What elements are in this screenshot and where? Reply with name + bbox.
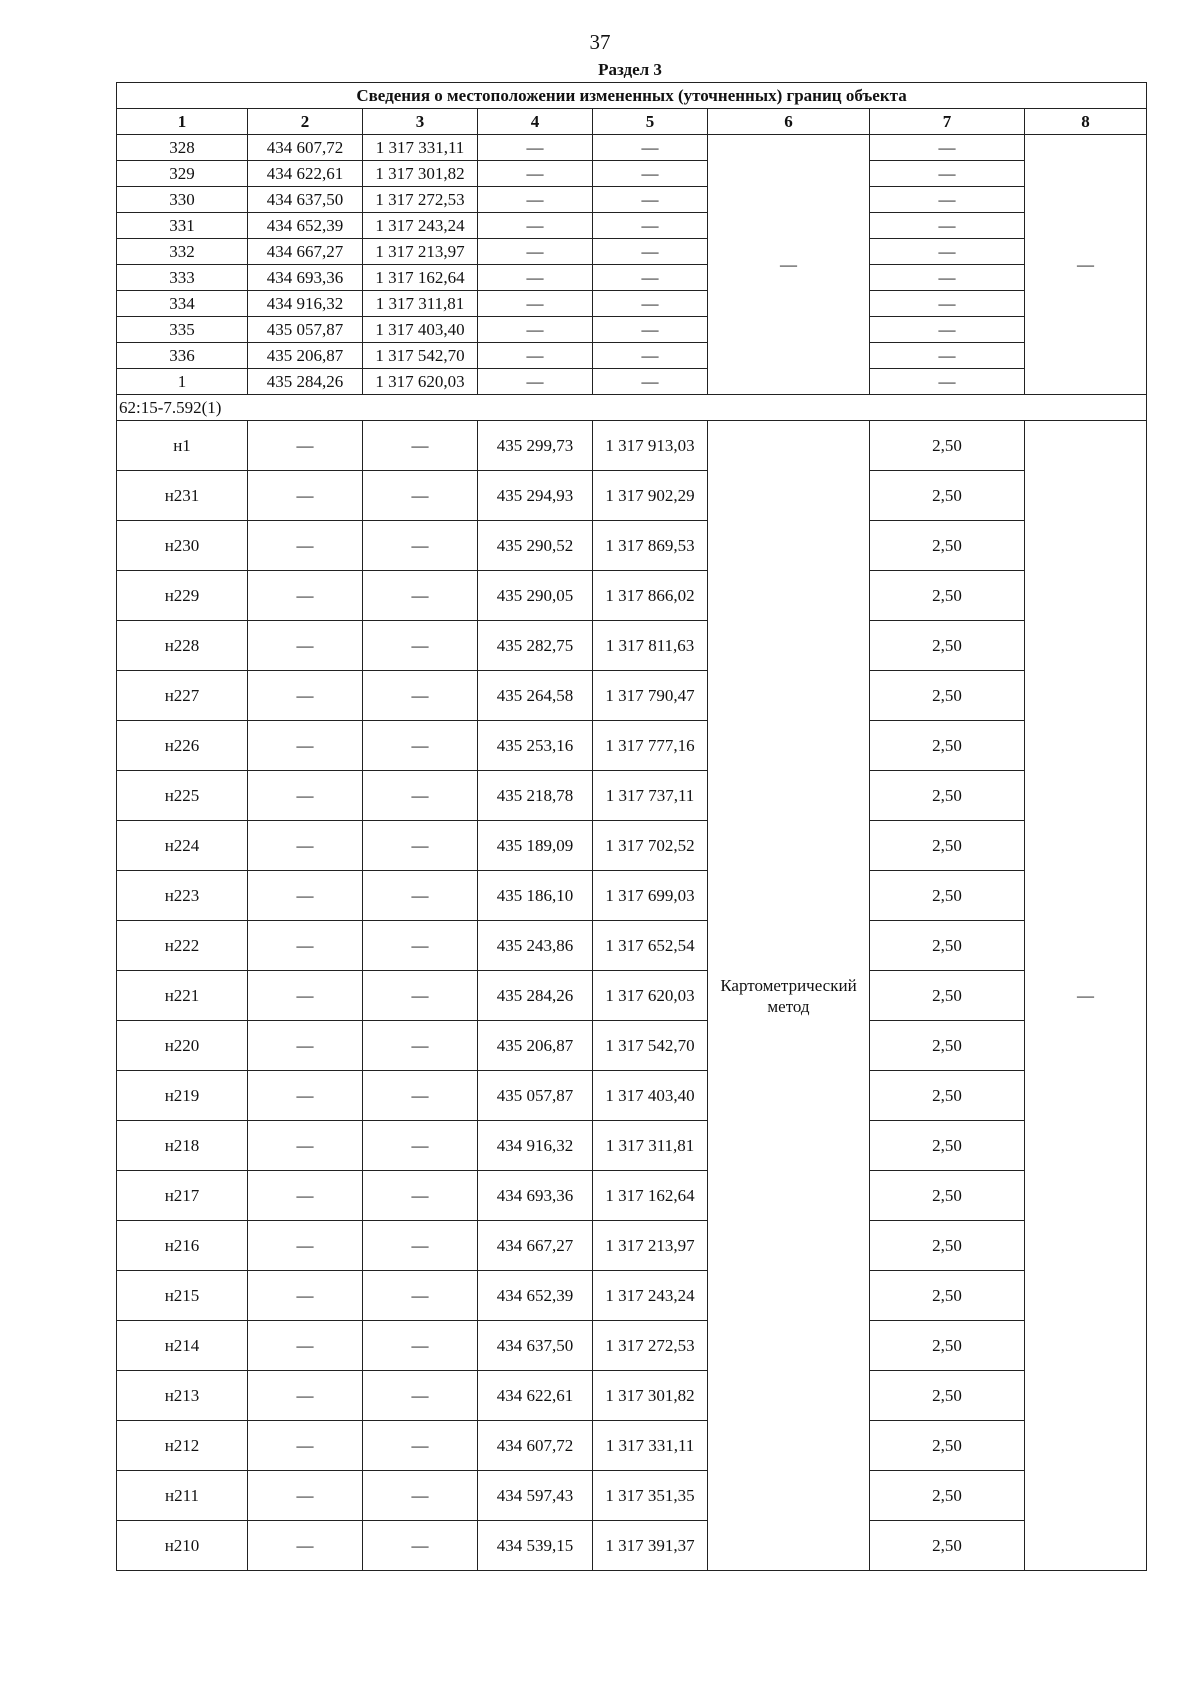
coord-x-cell: — <box>248 471 363 521</box>
table-row <box>117 821 1147 871</box>
column-number: 3 <box>363 109 478 135</box>
coord-x-cell: — <box>248 621 363 671</box>
coord-y-cell: 1 317 162,64 <box>363 265 478 291</box>
coord-y-cell: — <box>363 921 478 971</box>
new-y-cell: — <box>593 213 708 239</box>
table-row <box>117 265 1147 291</box>
column-number: 7 <box>870 109 1025 135</box>
new-x-cell: — <box>478 291 593 317</box>
accuracy-cell: 2,50 <box>870 1371 1025 1421</box>
new-y-cell: 1 317 243,24 <box>593 1271 708 1321</box>
accuracy-cell: 2,50 <box>870 671 1025 721</box>
new-y-cell: 1 317 331,11 <box>593 1421 708 1471</box>
accuracy-cell: 2,50 <box>870 1071 1025 1121</box>
accuracy-cell: 2,50 <box>870 1021 1025 1071</box>
coord-x-cell: — <box>248 421 363 471</box>
new-x-cell: 434 597,43 <box>478 1471 593 1521</box>
new-x-cell: 434 637,50 <box>478 1321 593 1371</box>
column-number: 1 <box>117 109 248 135</box>
accuracy-cell: 2,50 <box>870 1221 1025 1271</box>
point-id-cell: н220 <box>117 1021 248 1071</box>
accuracy-cell: 2,50 <box>870 521 1025 571</box>
new-y-cell: 1 317 542,70 <box>593 1021 708 1071</box>
table-row <box>117 421 1147 471</box>
table-row <box>117 621 1147 671</box>
coord-y-cell: 1 317 272,53 <box>363 187 478 213</box>
new-x-cell: 435 290,05 <box>478 571 593 621</box>
new-x-cell: — <box>478 369 593 395</box>
point-id-cell: 336 <box>117 343 248 369</box>
point-id-cell: 335 <box>117 317 248 343</box>
accuracy-cell: 2,50 <box>870 1321 1025 1371</box>
point-id-cell: 332 <box>117 239 248 265</box>
table-row <box>117 521 1147 571</box>
new-x-cell: 435 284,26 <box>478 971 593 1021</box>
table-row <box>117 1021 1147 1071</box>
new-x-cell: 434 667,27 <box>478 1221 593 1271</box>
new-x-cell: — <box>478 135 593 161</box>
new-y-cell: 1 317 620,03 <box>593 971 708 1021</box>
column-number-row <box>117 109 1147 135</box>
accuracy-cell: 2,50 <box>870 771 1025 821</box>
table-row <box>117 1471 1147 1521</box>
new-y-cell: 1 317 652,54 <box>593 921 708 971</box>
point-id-cell: 333 <box>117 265 248 291</box>
coord-y-cell: — <box>363 1021 478 1071</box>
new-y-cell: 1 317 391,37 <box>593 1521 708 1571</box>
point-id-cell: н210 <box>117 1521 248 1571</box>
coord-x-cell: — <box>248 1121 363 1171</box>
point-id-cell: н217 <box>117 1171 248 1221</box>
accuracy-cell: — <box>870 213 1025 239</box>
new-x-cell: 435 189,09 <box>478 821 593 871</box>
coord-x-cell: — <box>248 571 363 621</box>
point-id-cell: н216 <box>117 1221 248 1271</box>
coord-y-cell: — <box>363 471 478 521</box>
new-y-cell: — <box>593 135 708 161</box>
point-id-cell: 328 <box>117 135 248 161</box>
column-number: 4 <box>478 109 593 135</box>
point-id-cell: н223 <box>117 871 248 921</box>
coord-y-cell: — <box>363 621 478 671</box>
coord-y-cell: — <box>363 1471 478 1521</box>
table-row <box>117 771 1147 821</box>
new-y-cell: 1 317 351,35 <box>593 1471 708 1521</box>
table-row <box>117 343 1147 369</box>
point-id-cell: н218 <box>117 1121 248 1171</box>
table-row <box>117 971 1147 1021</box>
new-x-cell: 435 294,93 <box>478 471 593 521</box>
accuracy-cell: 2,50 <box>870 921 1025 971</box>
point-id-cell: н219 <box>117 1071 248 1121</box>
coord-x-cell: 434 667,27 <box>248 239 363 265</box>
coord-y-cell: — <box>363 1121 478 1171</box>
new-y-cell: — <box>593 343 708 369</box>
accuracy-cell: 2,50 <box>870 871 1025 921</box>
accuracy-cell: — <box>870 239 1025 265</box>
new-x-cell: 434 693,36 <box>478 1171 593 1221</box>
coord-x-cell: — <box>248 1071 363 1121</box>
table-row <box>117 239 1147 265</box>
coord-x-cell: — <box>248 1321 363 1371</box>
accuracy-cell: 2,50 <box>870 621 1025 671</box>
new-y-cell: 1 317 403,40 <box>593 1071 708 1121</box>
coord-x-cell: — <box>248 671 363 721</box>
point-id-cell: 1 <box>117 369 248 395</box>
description-cell: — <box>1025 421 1147 1571</box>
coord-x-cell: — <box>248 1221 363 1271</box>
coord-x-cell: — <box>248 1271 363 1321</box>
new-y-cell: 1 317 301,82 <box>593 1371 708 1421</box>
table-row <box>117 213 1147 239</box>
accuracy-cell: — <box>870 135 1025 161</box>
table-row <box>117 471 1147 521</box>
point-id-cell: н212 <box>117 1421 248 1471</box>
coord-y-cell: — <box>363 1421 478 1471</box>
table-row <box>117 317 1147 343</box>
new-x-cell: 434 652,39 <box>478 1271 593 1321</box>
accuracy-cell: 2,50 <box>870 1171 1025 1221</box>
new-y-cell: 1 317 702,52 <box>593 821 708 871</box>
table-row <box>117 721 1147 771</box>
coord-x-cell: 434 693,36 <box>248 265 363 291</box>
coord-y-cell: — <box>363 1071 478 1121</box>
table-row <box>117 161 1147 187</box>
accuracy-cell: 2,50 <box>870 1271 1025 1321</box>
coord-y-cell: — <box>363 721 478 771</box>
table-row <box>117 871 1147 921</box>
table-row <box>117 291 1147 317</box>
new-y-cell: — <box>593 161 708 187</box>
point-id-cell: н226 <box>117 721 248 771</box>
new-x-cell: 435 206,87 <box>478 1021 593 1071</box>
boundary-table <box>116 82 1147 1571</box>
coord-y-cell: 1 317 542,70 <box>363 343 478 369</box>
point-id-cell: н224 <box>117 821 248 871</box>
point-id-cell: н230 <box>117 521 248 571</box>
description-cell: — <box>1025 135 1147 395</box>
new-y-cell: — <box>593 317 708 343</box>
table-row <box>117 1321 1147 1371</box>
accuracy-cell: 2,50 <box>870 1521 1025 1571</box>
table-row <box>117 671 1147 721</box>
new-y-cell: 1 317 811,63 <box>593 621 708 671</box>
coord-y-cell: — <box>363 1521 478 1571</box>
table-row <box>117 1521 1147 1571</box>
coord-y-cell: 1 317 311,81 <box>363 291 478 317</box>
new-y-cell: 1 317 790,47 <box>593 671 708 721</box>
coord-y-cell: 1 317 213,97 <box>363 239 478 265</box>
coord-y-cell: — <box>363 971 478 1021</box>
coord-y-cell: 1 317 331,11 <box>363 135 478 161</box>
coord-y-cell: — <box>363 771 478 821</box>
accuracy-cell: — <box>870 265 1025 291</box>
coord-x-cell: — <box>248 971 363 1021</box>
table-row <box>117 135 1147 161</box>
coord-x-cell: — <box>248 521 363 571</box>
new-x-cell: — <box>478 343 593 369</box>
point-id-cell: н214 <box>117 1321 248 1371</box>
coord-y-cell: — <box>363 571 478 621</box>
coord-x-cell: — <box>248 1021 363 1071</box>
point-id-cell: н1 <box>117 421 248 471</box>
table-row <box>117 187 1147 213</box>
table-caption: Сведения о местоположении измененных (уточненных) границ объекта <box>117 83 1147 109</box>
new-y-cell: 1 317 737,11 <box>593 771 708 821</box>
point-id-cell: н213 <box>117 1371 248 1421</box>
coord-x-cell: — <box>248 1471 363 1521</box>
accuracy-cell: 2,50 <box>870 1471 1025 1521</box>
point-id-cell: 331 <box>117 213 248 239</box>
point-id-cell: 330 <box>117 187 248 213</box>
new-x-cell: — <box>478 239 593 265</box>
coord-x-cell: 434 637,50 <box>248 187 363 213</box>
method-cell: Картометрический метод <box>708 421 870 1571</box>
new-y-cell: 1 317 777,16 <box>593 721 708 771</box>
accuracy-cell: — <box>870 343 1025 369</box>
point-id-cell: н211 <box>117 1471 248 1521</box>
accuracy-cell: 2,50 <box>870 821 1025 871</box>
new-x-cell: 435 264,58 <box>478 671 593 721</box>
new-x-cell: — <box>478 213 593 239</box>
new-y-cell: 1 317 699,03 <box>593 871 708 921</box>
accuracy-cell: — <box>870 187 1025 213</box>
accuracy-cell: 2,50 <box>870 721 1025 771</box>
table-row <box>117 1371 1147 1421</box>
coord-x-cell: — <box>248 871 363 921</box>
point-id-cell: н227 <box>117 671 248 721</box>
new-x-cell: 435 057,87 <box>478 1071 593 1121</box>
new-x-cell: — <box>478 187 593 213</box>
coord-y-cell: — <box>363 871 478 921</box>
new-y-cell: 1 317 272,53 <box>593 1321 708 1371</box>
coord-y-cell: — <box>363 521 478 571</box>
coord-y-cell: — <box>363 421 478 471</box>
new-y-cell: — <box>593 187 708 213</box>
new-y-cell: 1 317 311,81 <box>593 1121 708 1171</box>
point-id-cell: н225 <box>117 771 248 821</box>
group-row <box>117 395 1147 421</box>
new-y-cell: 1 317 902,29 <box>593 471 708 521</box>
coord-x-cell: — <box>248 921 363 971</box>
new-x-cell: — <box>478 265 593 291</box>
coord-x-cell: 435 057,87 <box>248 317 363 343</box>
new-x-cell: 434 622,61 <box>478 1371 593 1421</box>
new-x-cell: 435 299,73 <box>478 421 593 471</box>
coord-x-cell: — <box>248 1371 363 1421</box>
table-row <box>117 1121 1147 1171</box>
coord-x-cell: — <box>248 1521 363 1571</box>
coord-y-cell: 1 317 301,82 <box>363 161 478 187</box>
table-row <box>117 1271 1147 1321</box>
accuracy-cell: 2,50 <box>870 571 1025 621</box>
cadastral-number-label: 62:15-7.592(1) <box>117 395 1147 421</box>
accuracy-cell: 2,50 <box>870 971 1025 1021</box>
new-x-cell: 435 253,16 <box>478 721 593 771</box>
coord-x-cell: 434 652,39 <box>248 213 363 239</box>
new-y-cell: 1 317 866,02 <box>593 571 708 621</box>
section-title: Раздел 3 <box>598 60 662 79</box>
coord-x-cell: — <box>248 771 363 821</box>
new-y-cell: — <box>593 239 708 265</box>
table-row <box>117 1421 1147 1471</box>
coord-x-cell: 434 916,32 <box>248 291 363 317</box>
new-y-cell: 1 317 162,64 <box>593 1171 708 1221</box>
point-id-cell: н221 <box>117 971 248 1021</box>
coord-y-cell: — <box>363 1271 478 1321</box>
new-x-cell: — <box>478 317 593 343</box>
new-y-cell: — <box>593 291 708 317</box>
point-id-cell: н229 <box>117 571 248 621</box>
accuracy-cell: 2,50 <box>870 1421 1025 1471</box>
coord-y-cell: — <box>363 1371 478 1421</box>
table-row <box>117 1071 1147 1121</box>
coord-y-cell: 1 317 620,03 <box>363 369 478 395</box>
table-row <box>117 571 1147 621</box>
accuracy-cell: 2,50 <box>870 421 1025 471</box>
coord-y-cell: — <box>363 1321 478 1371</box>
column-number: 8 <box>1025 109 1147 135</box>
new-x-cell: 435 282,75 <box>478 621 593 671</box>
coord-x-cell: — <box>248 721 363 771</box>
new-x-cell: 434 916,32 <box>478 1121 593 1171</box>
coord-y-cell: — <box>363 671 478 721</box>
point-id-cell: н231 <box>117 471 248 521</box>
accuracy-cell: — <box>870 369 1025 395</box>
table-row <box>117 369 1147 395</box>
table-row <box>117 1171 1147 1221</box>
accuracy-cell: — <box>870 291 1025 317</box>
coord-x-cell: — <box>248 821 363 871</box>
point-id-cell: н222 <box>117 921 248 971</box>
column-number: 6 <box>708 109 870 135</box>
point-id-cell: н228 <box>117 621 248 671</box>
accuracy-cell: — <box>870 317 1025 343</box>
new-y-cell: 1 317 913,03 <box>593 421 708 471</box>
table-caption-row <box>117 83 1147 109</box>
coord-y-cell: — <box>363 821 478 871</box>
coord-x-cell: — <box>248 1421 363 1471</box>
coord-x-cell: 435 206,87 <box>248 343 363 369</box>
table-row <box>117 1221 1147 1271</box>
new-x-cell: 435 243,86 <box>478 921 593 971</box>
coord-y-cell: — <box>363 1221 478 1271</box>
coord-x-cell: 434 607,72 <box>248 135 363 161</box>
point-id-cell: 329 <box>117 161 248 187</box>
new-x-cell: 435 290,52 <box>478 521 593 571</box>
coord-x-cell: 435 284,26 <box>248 369 363 395</box>
new-x-cell: 434 607,72 <box>478 1421 593 1471</box>
coord-x-cell: 434 622,61 <box>248 161 363 187</box>
new-y-cell: 1 317 213,97 <box>593 1221 708 1271</box>
coord-y-cell: — <box>363 1171 478 1221</box>
column-number: 2 <box>248 109 363 135</box>
new-x-cell: 435 218,78 <box>478 771 593 821</box>
accuracy-cell: 2,50 <box>870 1121 1025 1171</box>
new-x-cell: 434 539,15 <box>478 1521 593 1571</box>
method-cell: — <box>708 135 870 395</box>
accuracy-cell: 2,50 <box>870 471 1025 521</box>
coord-y-cell: 1 317 403,40 <box>363 317 478 343</box>
new-x-cell: 435 186,10 <box>478 871 593 921</box>
new-y-cell: — <box>593 265 708 291</box>
new-y-cell: 1 317 869,53 <box>593 521 708 571</box>
coord-x-cell: — <box>248 1171 363 1221</box>
new-y-cell: — <box>593 369 708 395</box>
point-id-cell: н215 <box>117 1271 248 1321</box>
accuracy-cell: — <box>870 161 1025 187</box>
page-number: 37 <box>589 30 611 54</box>
column-number: 5 <box>593 109 708 135</box>
new-x-cell: — <box>478 161 593 187</box>
table-row <box>117 921 1147 971</box>
coord-y-cell: 1 317 243,24 <box>363 213 478 239</box>
point-id-cell: 334 <box>117 291 248 317</box>
